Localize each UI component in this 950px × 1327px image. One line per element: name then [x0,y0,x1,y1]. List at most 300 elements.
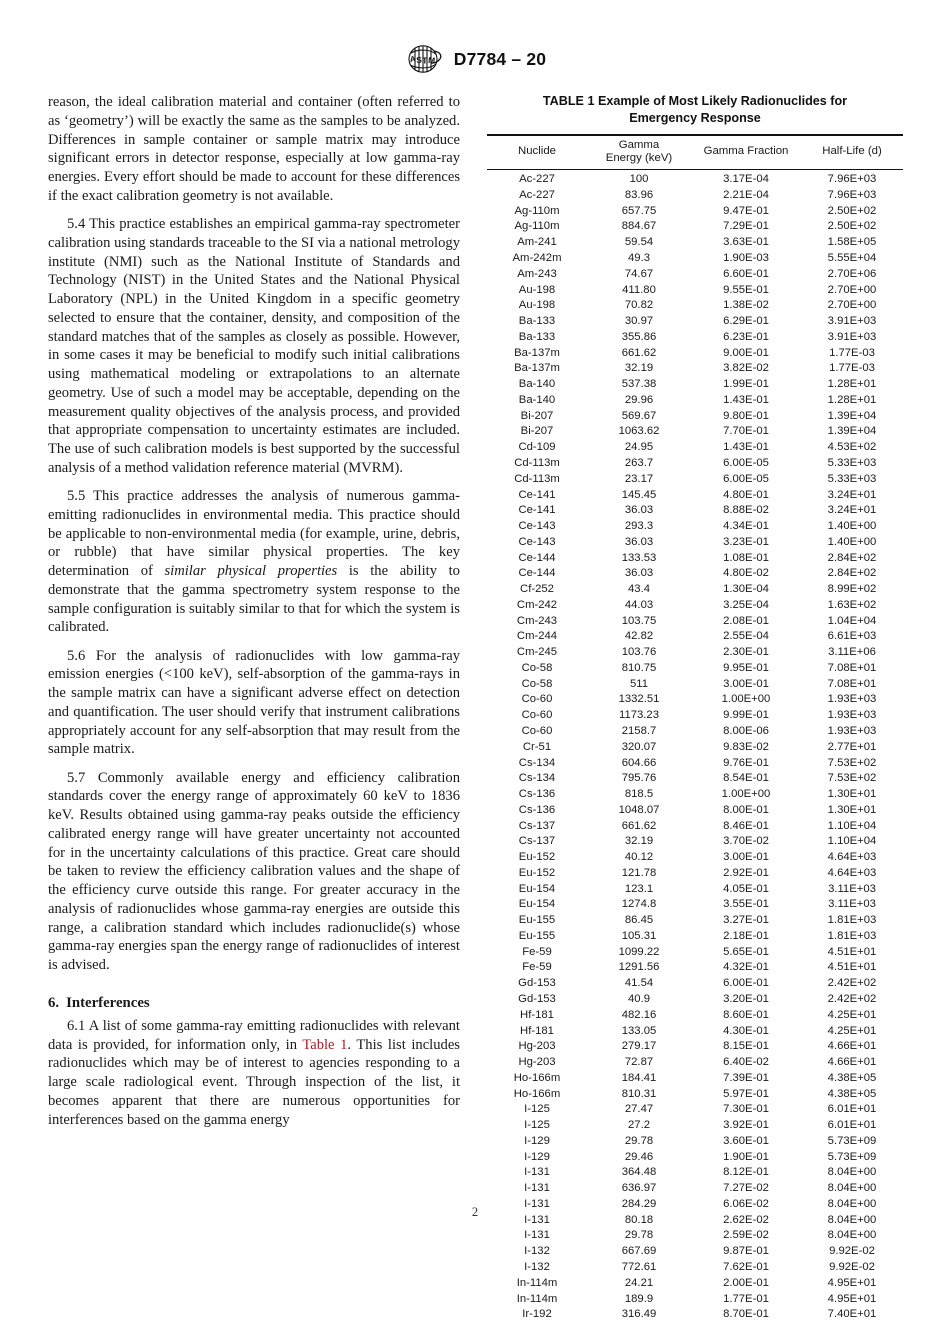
table-row [487,724,903,740]
cell-energy: 1099.22 [618,945,660,958]
cell-halflife: 4.64E+03 [827,866,877,879]
cell-halflife: 8.04E+00 [827,1229,877,1242]
table-row [487,850,903,866]
cell-energy: 279.17 [621,1040,657,1053]
cell-nuclide: Ba-137m [514,346,560,359]
cell-halflife: 6.01E+01 [827,1103,877,1116]
cell-fraction: 8.46E-01 [723,819,769,832]
radionuclide-table [487,134,903,1327]
cell-fraction: 3.27E-01 [723,914,769,927]
cell-energy: 2158.7 [621,724,657,737]
table-row [487,598,903,614]
cell-fraction: 3.82E-02 [723,362,769,375]
cell-halflife: 7.96E+03 [827,173,877,186]
cell-halflife: 2.42E+02 [827,993,877,1005]
cell-fraction: 4.80E-01 [723,488,769,501]
cell-nuclide: Bi-207 [520,425,554,438]
cell-energy: 24.95 [624,441,654,454]
cell-energy: 364.48 [621,1166,657,1179]
cell-fraction: 9.95E-01 [723,661,769,674]
cell-halflife: 8.99E+02 [827,583,877,596]
table-row [487,1244,903,1260]
cell-fraction: 5.65E-01 [723,945,769,958]
table-row [487,818,903,834]
cell-fraction: 3.00E-01 [723,851,769,864]
cell-nuclide: I-131 [524,1166,550,1179]
cell-halflife: 3.91E+03 [827,330,877,343]
cell-energy: 42.82 [624,630,654,643]
cell-halflife: 1.10E+04 [827,835,877,848]
cell-energy: 569.67 [621,409,657,422]
table-row [487,929,903,945]
svg-text:T: T [421,55,428,66]
cell-nuclide: Cs-134 [518,756,556,769]
cell-halflife: 2.70E+00 [827,299,877,312]
document-designation: D7784 – 20 [453,48,547,69]
paragraph-5-6: 5.6 For the analysis of radionuclides with low gamma-ray emission energies (<100 keV), self-absorption of the gamma-rays in the sample matrix can have a significant adverse effect on detection and quantification. The user should verify that instrument calibrations appropriately account for any self-absorption that may result from the sample matrix. [48,647,460,758]
paragraph-continued: reason, the ideal calibration material and container (often referred to as ‘geometry’) will be exactly the same as the samples to be analyzed. Differences in sample container or sample matrix may introduce significant errors in detector response, especially at low gamma-ray energies. Every effort should be made to account for these differences if the exact calibration geometry is not available. [48,94,460,204]
cell-energy: 133.05 [621,1024,657,1037]
cell-fraction: 2.55E-04 [723,630,769,643]
cell-nuclide: Fe-59 [522,961,552,974]
cell-nuclide: Ho-166m [513,1071,561,1084]
cell-fraction: 6.29E-01 [723,315,769,328]
cell-nuclide: Cs-137 [518,819,556,832]
table-row [487,503,903,519]
cell-nuclide: Ir-192 [522,1308,552,1321]
cell-halflife: 8.04E+00 [827,1197,877,1210]
table-row [487,913,903,929]
cell-fraction: 7.27E-02 [723,1182,769,1195]
cell-energy: 70.82 [624,299,654,312]
cell-halflife: 7.53E+02 [827,756,877,769]
cell-nuclide: Hf-181 [520,1024,554,1037]
cell-halflife: 1.93E+03 [827,724,877,737]
table-header [487,135,903,170]
cell-halflife: 2.42E+02 [827,977,877,990]
table-row [487,1291,903,1307]
cell-nuclide: In-114m [516,1276,558,1289]
cell-fraction: 9.47E-01 [723,204,769,217]
cell-halflife: 4.66E+01 [827,1040,877,1053]
cell-halflife: 1.58E+05 [827,236,877,249]
cell-energy: 29.78 [624,1229,654,1242]
cell-nuclide: Eu-152 [518,851,556,864]
page-number: 2 [471,1205,479,1219]
cell-fraction: 4.80E-02 [723,567,769,580]
cell-fraction: 6.23E-01 [723,330,769,343]
cell-energy: 36.03 [624,535,654,548]
cell-energy: 661.62 [621,346,657,359]
cell-energy: 30.97 [624,315,654,328]
cell-nuclide: Hg-203 [518,1040,556,1053]
cell-nuclide: Ac-227 [519,173,555,186]
cell-nuclide: Eu-154 [518,882,556,895]
cell-fraction: 1.00E+00 [721,693,771,706]
cell-fraction: 4.34E-01 [723,520,769,533]
cell-halflife: 1.77E-03 [829,346,875,359]
cell-nuclide: Au-198 [518,283,556,296]
section-heading-title: Interferences [66,994,150,1011]
cell-energy: 1274.8 [621,898,657,911]
table-row [487,897,903,913]
cell-nuclide: Hf-181 [520,1008,554,1021]
cell-halflife: 4.64E+03 [827,851,877,864]
cell-fraction: 9.80E-01 [723,409,769,422]
cell-energy: 86.45 [624,914,654,927]
cell-nuclide: Ba-140 [518,393,556,406]
table-row [487,235,903,251]
table-row [487,787,903,803]
cell-energy: 100 [629,173,649,186]
svg-text:S: S [415,54,422,65]
cell-nuclide: Co-58 [521,677,553,690]
cell-fraction: 1.43E-01 [723,393,769,406]
cell-halflife: 4.95E+01 [827,1292,877,1305]
cell-energy: 103.75 [621,614,657,627]
cell-halflife: 1.63E+02 [827,598,877,611]
table-row [487,1228,903,1244]
cell-fraction: 2.18E-01 [723,929,769,942]
cell-nuclide: Fe-59 [522,945,552,958]
cell-energy: 40.12 [624,851,654,864]
cell-fraction: 1.30E-04 [723,583,769,596]
table-row [487,361,903,377]
table-row [487,708,903,724]
cell-halflife: 1.28E+01 [827,393,877,406]
column-header-gamma-fraction: Gamma Fraction [703,145,789,158]
table-caption [487,93,903,127]
cell-energy: 133.53 [621,551,657,564]
table-row [487,298,903,314]
table-row [487,1007,903,1023]
cell-halflife: 4.25E+01 [827,1008,877,1021]
table-row [487,976,903,992]
cell-halflife: 3.11E+03 [828,882,876,895]
cell-nuclide: Cs-136 [518,788,556,801]
cell-halflife: 2.70E+00 [827,283,877,296]
cell-nuclide: Cm-243 [516,614,558,627]
cell-fraction: 5.97E-01 [723,1087,769,1100]
table-row [487,692,903,708]
cell-fraction: 2.00E-01 [723,1276,769,1289]
table-row [487,424,903,440]
cell-halflife: 5.33E+03 [827,456,877,469]
cell-energy: 27.47 [624,1103,654,1116]
cell-energy: 810.75 [621,661,657,674]
paragraph-5-5-part1: 5.5 This practice addresses the analysis of numerous gamma-emitting radionuclides in environmental media. This practice should be applicable to non-environmental media (for example, urine, debris, or rubble) that have similar physical properties. The key determination of [48,488,460,579]
cell-fraction: 1.08E-01 [723,551,769,564]
table-row [487,755,903,771]
cell-nuclide: Cd-113m [514,472,560,485]
cell-fraction: 8.70E-01 [723,1308,769,1321]
cell-halflife: 2.84E+02 [827,567,877,580]
cell-fraction: 9.83E-02 [723,740,769,753]
cell-fraction: 2.59E-02 [723,1229,769,1242]
cell-nuclide: Ce-141 [518,504,556,517]
paragraph-5-4: 5.4 This practice establishes an empirical gamma-ray spectrometer calibration using standards traceable to the SI via a national metrology institute (NMI) such as the National Institute of Standards and Technology (NIST) in the United States and the National Physical Laboratory (NPL) in the United Kingdom in a specific geometry selected to ensure that the container, density, and composition of the standard matches that of the samples as closely as possible. However, in some cases it may be beneficial to modify such initial calibrations using mathematical modeling or extrapolations to an alternate geometry. Use of such a model may be acceptable, depending on the measurement quality objectives of the analysis process, and provided that appropriate compensation to uncertainty estimates are included. The use of such calibration models is best supported by the successful analysis of a method validation reference material (MVRM). [48,216,460,476]
cell-fraction: 1.00E+00 [721,788,771,801]
cell-fraction: 7.39E-01 [723,1071,769,1084]
cell-nuclide: I-131 [524,1229,550,1242]
cell-energy: 1063.62 [618,425,660,438]
cell-fraction: 3.23E-01 [723,535,769,548]
cell-fraction: 2.62E-02 [723,1213,769,1226]
cell-fraction: 1.77E-01 [723,1292,769,1305]
table-column [487,93,903,1327]
cell-halflife: 4.66E+01 [827,1056,877,1069]
cell-halflife: 1.81E+03 [827,929,877,942]
cell-nuclide: Co-58 [521,661,553,674]
table-row [487,282,903,298]
cell-halflife: 1.93E+03 [827,709,877,722]
cell-energy: 72.87 [624,1056,654,1069]
table-row [487,1070,903,1086]
cell-nuclide: Eu-155 [518,914,556,927]
cell-nuclide: Ba-140 [518,378,556,391]
cell-halflife: 8.04E+00 [827,1213,877,1226]
cell-energy: 103.76 [621,646,657,659]
cell-halflife: 1.10E+04 [827,819,877,832]
table-row [487,345,903,361]
table-row [487,408,903,424]
cell-halflife: 4.51E+01 [827,961,877,974]
column-header-gamma-energy [587,135,691,170]
cell-halflife: 5.73E+09 [827,1134,877,1147]
cell-halflife: 1.04E+04 [827,614,877,627]
column-header-gamma-energy-line1: Gamma [618,138,660,151]
cell-energy: 1173.23 [619,709,659,722]
cell-halflife: 3.11E+06 [828,646,876,659]
paragraph-5-5 [48,487,460,637]
cell-halflife: 1.93E+03 [827,693,877,706]
table-row [487,1307,903,1325]
cell-halflife: 7.96E+03 [827,188,877,201]
cell-nuclide: Gd-153 [518,993,556,1005]
cell-fraction: 8.60E-01 [723,1008,769,1021]
cell-halflife: 1.30E+01 [827,803,877,816]
table-row [487,330,903,346]
table-row [487,881,903,897]
cell-fraction: 1.43E-01 [723,441,769,454]
cell-energy: 189.9 [624,1292,654,1305]
cell-energy: 59.54 [624,236,654,249]
cell-nuclide: Ac-227 [519,188,555,201]
cell-energy: 32.19 [624,835,654,848]
cell-nuclide: Am-241 [517,236,557,249]
column-header-gamma-energy-line2: Energy (keV) [605,151,673,164]
cell-fraction: 3.20E-01 [723,993,769,1005]
cell-fraction: 2.21E-04 [723,188,769,201]
cell-nuclide: Ce-143 [518,520,556,533]
cell-fraction: 6.06E-02 [723,1197,769,1210]
cell-nuclide: Eu-155 [518,929,556,942]
table-header-row [487,135,903,170]
cell-halflife: 4.25E+01 [827,1024,877,1037]
cell-fraction: 1.99E-01 [723,378,769,391]
table-row [487,645,903,661]
cell-energy: 810.31 [621,1087,657,1100]
cell-fraction: 3.25E-04 [723,598,769,611]
cell-nuclide: I-131 [524,1182,550,1195]
column-header-nuclide: Nuclide [518,145,556,158]
cell-fraction: 8.00E-06 [723,724,769,737]
table-row [487,866,903,882]
cell-nuclide: Gd-153 [518,977,556,990]
table-row [487,219,903,235]
cell-halflife: 8.04E+00 [827,1182,877,1195]
cell-energy: 27.2 [628,1119,650,1132]
paragraph-6-1 [48,1017,460,1130]
cell-energy: 105.31 [621,929,657,942]
cell-nuclide: Ag-110m [514,220,560,233]
table-row [487,992,903,1008]
cell-energy: 661.62 [621,819,657,832]
cell-energy: 24.21 [624,1276,654,1289]
cell-halflife: 4.38E+05 [827,1071,877,1084]
cell-nuclide: Eu-152 [518,866,556,879]
cell-fraction: 3.17E-04 [723,173,769,186]
cell-nuclide: Am-242m [512,252,562,265]
cell-halflife: 1.39E+04 [827,425,877,438]
table-row [487,1181,903,1197]
cell-nuclide: In-114m [516,1292,558,1305]
cell-halflife: 1.81E+03 [827,914,877,927]
cell-halflife: 3.11E+03 [828,898,876,911]
table-caption-line-2: Emergency Response [629,110,761,125]
cell-energy: 80.18 [624,1213,654,1226]
cell-fraction: 4.30E-01 [723,1024,769,1037]
cell-energy: 29.96 [624,393,654,406]
cell-halflife: 6.01E+01 [827,1119,877,1132]
cell-energy: 1291.56 [618,961,660,974]
table-row [487,188,903,204]
table-row [487,314,903,330]
cell-nuclide: Cd-113m [514,456,560,469]
cell-energy: 818.5 [624,788,654,801]
cell-fraction: 9.99E-01 [723,709,769,722]
cell-energy: 411.80 [622,283,656,296]
cell-fraction: 7.29E-01 [723,220,769,233]
cell-fraction: 1.90E-01 [723,1150,769,1163]
cell-nuclide: Ce-144 [518,551,556,564]
cell-fraction: 6.40E-02 [723,1056,769,1069]
cell-halflife: 1.40E+00 [827,535,877,548]
cell-nuclide: Cf-252 [520,583,554,596]
cell-fraction: 7.70E-01 [723,425,769,438]
cell-fraction: 1.90E-03 [723,252,769,265]
cell-halflife: 2.84E+02 [827,551,877,564]
table-row [487,487,903,503]
cell-nuclide: Cr-51 [522,740,552,753]
table-row [487,613,903,629]
cell-energy: 511 [629,677,648,690]
table-row [487,1039,903,1055]
cell-energy: 636.97 [621,1182,657,1195]
cell-nuclide: Cs-137 [518,835,556,848]
section-heading-number: 6. [48,994,60,1011]
cell-halflife: 9.92E-02 [829,1261,875,1274]
cell-nuclide: Co-60 [521,724,553,737]
table-1-crossref-link[interactable]: Table 1 [302,1036,348,1053]
cell-halflife: 1.40E+00 [827,520,877,533]
table-row [487,1260,903,1276]
cell-halflife: 6.61E+03 [827,630,877,643]
cell-halflife: 7.40E+01 [827,1308,877,1321]
cell-halflife: 4.51E+01 [827,945,877,958]
cell-fraction: 3.60E-01 [723,1134,769,1147]
table-row [487,771,903,787]
cell-halflife: 1.28E+01 [827,378,877,391]
table-row [487,251,903,267]
table-row [487,266,903,282]
table-row [487,456,903,472]
cell-nuclide: Ce-144 [518,567,556,580]
table-row [487,1023,903,1039]
table-row [487,1149,903,1165]
cell-nuclide: I-131 [524,1213,550,1226]
cell-nuclide: Ce-141 [518,488,556,501]
table-row [487,582,903,598]
cell-halflife: 7.08E+01 [827,677,877,690]
table-body [487,170,903,1325]
cell-halflife: 3.91E+03 [827,315,877,328]
cell-energy: 29.78 [624,1134,654,1147]
table-row [487,960,903,976]
cell-nuclide: I-129 [524,1134,550,1147]
cell-fraction: 8.00E-01 [723,803,769,816]
table-row [487,1165,903,1181]
cell-halflife: 3.24E+01 [827,504,877,517]
table-row [487,377,903,393]
cell-fraction: 3.63E-01 [723,236,769,249]
cell-fraction: 9.55E-01 [723,283,769,296]
cell-fraction: 8.54E-01 [723,772,769,785]
cell-fraction: 6.00E-05 [723,456,769,469]
cell-halflife: 4.95E+01 [827,1276,877,1289]
table-row [487,534,903,550]
cell-nuclide: I-132 [524,1261,550,1274]
table-row [487,802,903,818]
cell-nuclide: I-132 [524,1245,550,1258]
cell-halflife: 5.73E+09 [827,1150,877,1163]
table-row [487,1134,903,1150]
cell-fraction: 1.38E-02 [723,299,769,312]
paragraph-5-7: 5.7 Commonly available energy and efficiency calibration standards cover the energy range of approximately 60 keV to 1836 keV. Results obtained using gamma-ray peaks outside the efficiency calibrated energy range will have greater uncertainty not accounted for in the uncertainty calculations of this practice. Great care should be taken to review the efficiency calibration values and the shape of the efficiency curve outside this range. For greater accuracy in the analysis of radionuclides whose gamma-ray energies are outside this range, a calibration standard which includes radionuclide(s) whose gamma-ray energies span the energy range of radionuclides of interest is advised. [48,769,460,973]
cell-nuclide: Am-243 [517,267,557,280]
cell-nuclide: I-129 [524,1150,550,1163]
cell-halflife: 9.92E-02 [829,1245,875,1258]
cell-energy: 284.29 [621,1197,657,1210]
cell-energy: 667.69 [621,1245,657,1258]
cell-nuclide: Cd-109 [518,441,556,454]
cell-nuclide: Ce-143 [518,535,556,548]
body-text-column [48,93,460,1129]
cell-energy: 1048.07 [618,803,660,816]
cell-fraction: 6.00E-05 [723,472,769,485]
cell-fraction: 3.55E-01 [723,898,769,911]
cell-fraction: 2.08E-01 [723,614,769,627]
cell-fraction: 6.00E-01 [723,977,769,990]
cell-energy: 29.46 [624,1150,654,1163]
svg-text:A: A [408,53,417,65]
cell-halflife: 3.24E+01 [827,488,877,501]
cell-fraction: 9.00E-01 [723,346,769,359]
cell-fraction: 3.00E-01 [723,677,769,690]
table-row [487,1275,903,1291]
cell-fraction: 4.32E-01 [723,961,769,974]
cell-nuclide: Eu-154 [518,898,556,911]
